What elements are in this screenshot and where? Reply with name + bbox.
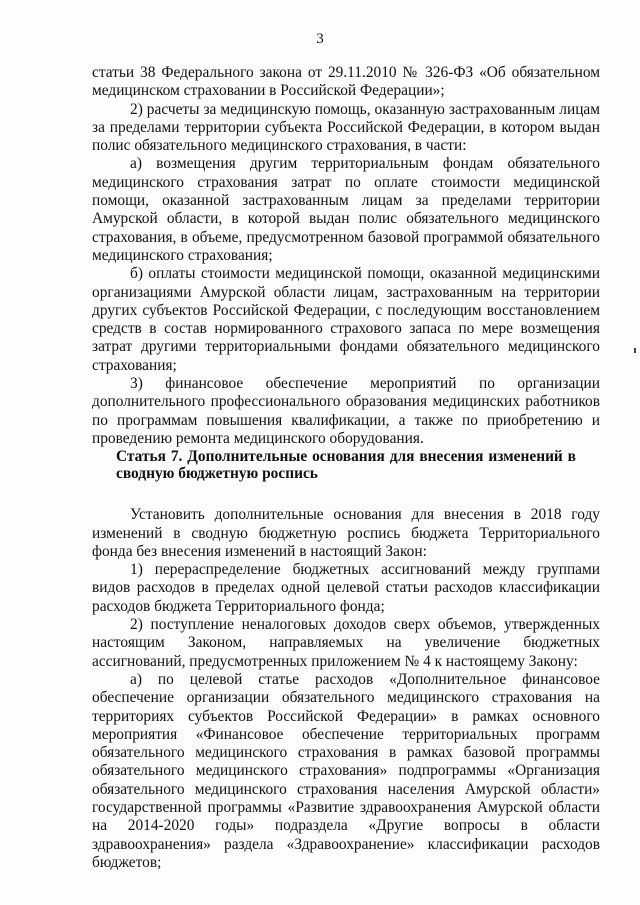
paragraph-continuation: статьи 38 Федерального закона от 29.11.2010 № 326-ФЗ «Об обязательном медицинском страховании в Российской Федерации»; [92,64,600,100]
paragraph-item-2: 2) расчеты за медицинскую помощь, оказанную застрахованным лицам за пределами территории субъекта Российской Федерации, в котором выдан полис обязательного медицинского страхования, в части: [92,100,600,155]
scan-artifact-mark [634,348,636,353]
document-body [92,64,600,872]
article-7-heading: Статья 7. Дополнительные основания для внесения изменений в сводную бюджетную роспись [116,448,576,483]
paragraph-item-2a: а) возмещения другим территориальным фондам обязательного медицинского страхования затрат по оплате стоимости медицинской помощи, оказанной застрахованным лицам за пределами территории Амурской области, в которой выдан полис обязательного медицинского страхования, в объеме, предусмотренном базовой программой обязательного медицинского страхования; [92,155,600,264]
paragraph-item-2b: б) оплаты стоимости медицинской помощи, оказанной медицинскими организациями Амурской области лицам, застрахованным на территории других субъектов Российской Федерации, с последующим восстановлением средств в состав нормированного страхового запаса по мере возмещения затрат другими территориальными фондами обязательного медицинского страхования; [92,265,600,374]
paragraph-article-7-item-2a: а) по целевой статье расходов «Дополнительное финансовое обеспечение организации обязательного медицинского страхования на территориях субъектов Российской Федерации» в рамках основного мероприятия «Финансовое обеспечение территориальных программ обязательного медицинского страхования в рамках базовой программы обязательного медицинского страхования» подпрограммы «Организация обязательного медицинского страхования населения Амурской области» государственной программы «Развитие здравоохранения Амурской области на 2014-2020 годы» подраздела «Другие вопросы в области здравоохранения» раздела «Здравоохранение» классификации расходов бюджетов; [92,670,600,871]
paragraph-article-7-item-1: 1) перераспределение бюджетных ассигнований между группами видов расходов в пределах одной целевой статьи расходов классификации расходов бюджета Территориального фонда; [92,561,600,615]
paragraph-item-3: 3) финансовое обеспечение мероприятий по организации дополнительного профессионального образования медицинских работников по программам повышения квалификации, а также по приобретению и проведению ремонта медицинского оборудования. [92,375,600,447]
page-number: 3 [316,31,324,47]
paragraph-article-7-intro: Установить дополнительные основания для внесения в 2018 году изменений в сводную бюджетную роспись бюджета Территориального фонда без внесения изменений в настоящий Закон: [92,506,600,560]
paragraph-article-7-item-2: 2) поступление неналоговых доходов сверх объемов, утвержденных настоящим Законом, направляемых на увеличение бюджетных ассигнований, предусмотренных приложением № 4 к настоящему Закону: [92,616,600,670]
